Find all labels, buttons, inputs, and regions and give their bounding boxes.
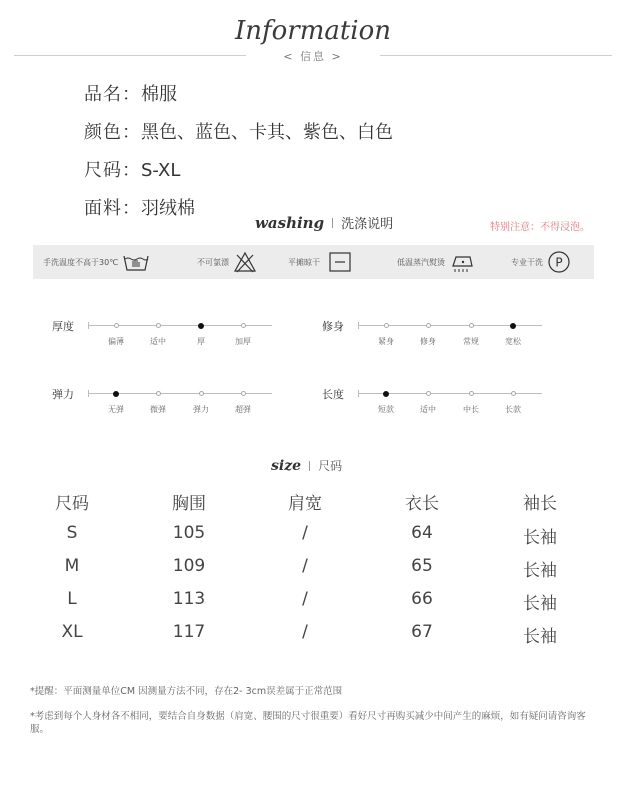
hand-wash-icon [122, 252, 150, 272]
attribute-dot [384, 323, 389, 328]
wash-item-hand [43, 245, 150, 279]
attribute-option: 微弹 [150, 405, 166, 414]
attribute-dot-selected [383, 391, 389, 397]
header-title: Information [234, 16, 392, 46]
attribute-track-cap [88, 322, 89, 329]
info-row-fabric [84, 194, 195, 220]
attribute-option: 加厚 [235, 337, 251, 346]
attribute-dot [469, 391, 474, 396]
wash-label: 不可氯漂 [197, 257, 229, 267]
attribute-option: 修身 [420, 337, 436, 346]
size-cell: 117 [172, 622, 206, 642]
size-header-cell: 肩宽 [288, 494, 322, 514]
attribute-option: 常规 [463, 337, 479, 346]
header-subtitle: < 信息 > [283, 50, 343, 63]
attribute-option: 无弹 [108, 405, 124, 414]
wash-item-iron [397, 245, 475, 279]
attribute-dot [156, 323, 161, 328]
attribute-option: 弹力 [193, 405, 209, 414]
size-header-cell: 衣长 [405, 494, 439, 514]
size-header-cell: 尺码 [55, 494, 89, 514]
size-cell: M [64, 556, 80, 576]
size-cell: 65 [411, 556, 433, 576]
info-key: 尺码： [84, 160, 141, 181]
attribute-dot [241, 323, 246, 328]
size-cell: 67 [411, 622, 433, 642]
size-cell: S [66, 523, 78, 543]
size-header-cell: 袖长 [523, 494, 557, 514]
info-value: 羽绒棉 [141, 198, 195, 219]
attribute-dot [511, 391, 516, 396]
size-cell: 长袖 [523, 594, 557, 614]
washing-title-text: 洗涤说明 [341, 217, 394, 232]
wash-item-dry [288, 245, 352, 279]
size-cell: 105 [172, 523, 206, 543]
wash-label: 低温蒸汽熨烫 [397, 257, 445, 267]
attribute-dot-selected [510, 323, 516, 329]
attribute-dot [199, 391, 204, 396]
attribute-label: 厚度 [52, 320, 74, 333]
washing-note: 特别注意：不得浸泡。 [490, 222, 590, 233]
no-bleach-icon [233, 251, 257, 273]
steam-iron-icon [449, 251, 475, 273]
size-cell: 113 [172, 589, 206, 609]
attribute-track-cap [358, 390, 359, 397]
size-header-cell: 胸围 [172, 494, 206, 514]
attribute-option: 中长 [463, 405, 479, 414]
washing-script-title: washing [255, 213, 325, 232]
size-cell: / [302, 556, 308, 576]
info-key: 面料： [84, 198, 141, 219]
wash-label: 平摊晾干 [288, 257, 320, 267]
attribute-option: 超弹 [235, 405, 251, 414]
attribute-option: 偏薄 [108, 337, 124, 346]
washing-bar [33, 245, 594, 279]
attribute-dot [426, 391, 431, 396]
attribute-dot [114, 323, 119, 328]
attribute-option: 适中 [150, 337, 166, 346]
wash-item-dryclean [511, 245, 571, 279]
attribute-label: 修身 [322, 320, 344, 333]
size-cell: / [302, 622, 308, 642]
info-key: 颜色： [84, 122, 141, 143]
attribute-dot [241, 391, 246, 396]
size-cell: XL [61, 622, 83, 642]
dry-clean-p-icon [547, 250, 571, 274]
attribute-option: 适中 [420, 405, 436, 414]
info-row-color [84, 118, 393, 144]
size-title-text: 尺码 [318, 459, 343, 473]
attribute-label: 长度 [322, 388, 344, 401]
size-cell: / [302, 589, 308, 609]
size-cell: / [302, 523, 308, 543]
info-value: 棉服 [141, 84, 177, 105]
attribute-dot [156, 391, 161, 396]
attribute-dot-selected [198, 323, 204, 329]
info-row-name [84, 80, 177, 106]
svg-text:P: P [555, 255, 563, 270]
note-measurement: *提醒：平面测量单位CM 因测量方法不同，存在2- 3cm误差属于正常范围 [30, 686, 343, 697]
attribute-dot-selected [113, 391, 119, 397]
wash-label: 专业干洗 [511, 257, 543, 267]
attribute-option: 厚 [197, 337, 205, 346]
note-advice: *考虑到每个人身材各不相同，要结合自身数据（肩宽、腰围的尺寸很重要）看好尺寸再购买减少中间产生的麻烦，如有疑问请咨询客服。 [30, 711, 586, 735]
size-title [271, 457, 342, 474]
attribute-option: 紧身 [378, 337, 394, 346]
attribute-dot [469, 323, 474, 328]
attribute-label: 弹力 [52, 388, 74, 401]
attribute-track-cap [358, 322, 359, 329]
wash-item-bleach [197, 245, 257, 279]
dry-flat-icon [328, 251, 352, 273]
size-script-title: size [271, 457, 302, 474]
info-value: S-XL [141, 160, 181, 181]
attribute-option: 短款 [378, 405, 394, 414]
attribute-track-cap [88, 390, 89, 397]
size-cell: 长袖 [523, 627, 557, 647]
attribute-option: 长款 [505, 405, 521, 414]
attribute-dot [426, 323, 431, 328]
size-cell: 66 [411, 589, 433, 609]
size-cell: 109 [172, 556, 206, 576]
info-key: 品名： [84, 84, 141, 105]
divider [332, 218, 333, 228]
size-cell: 长袖 [523, 561, 557, 581]
wash-label: 手洗温度不高于30℃ [43, 257, 119, 267]
size-cell: 64 [411, 523, 433, 543]
divider [309, 461, 310, 471]
info-value: 黑色、蓝色、卡其、紫色、白色 [141, 122, 393, 143]
size-cell: 长袖 [523, 528, 557, 548]
size-cell: L [67, 589, 77, 609]
attribute-option: 宽松 [505, 337, 521, 346]
washing-title [255, 213, 393, 232]
info-row-size [84, 156, 180, 182]
